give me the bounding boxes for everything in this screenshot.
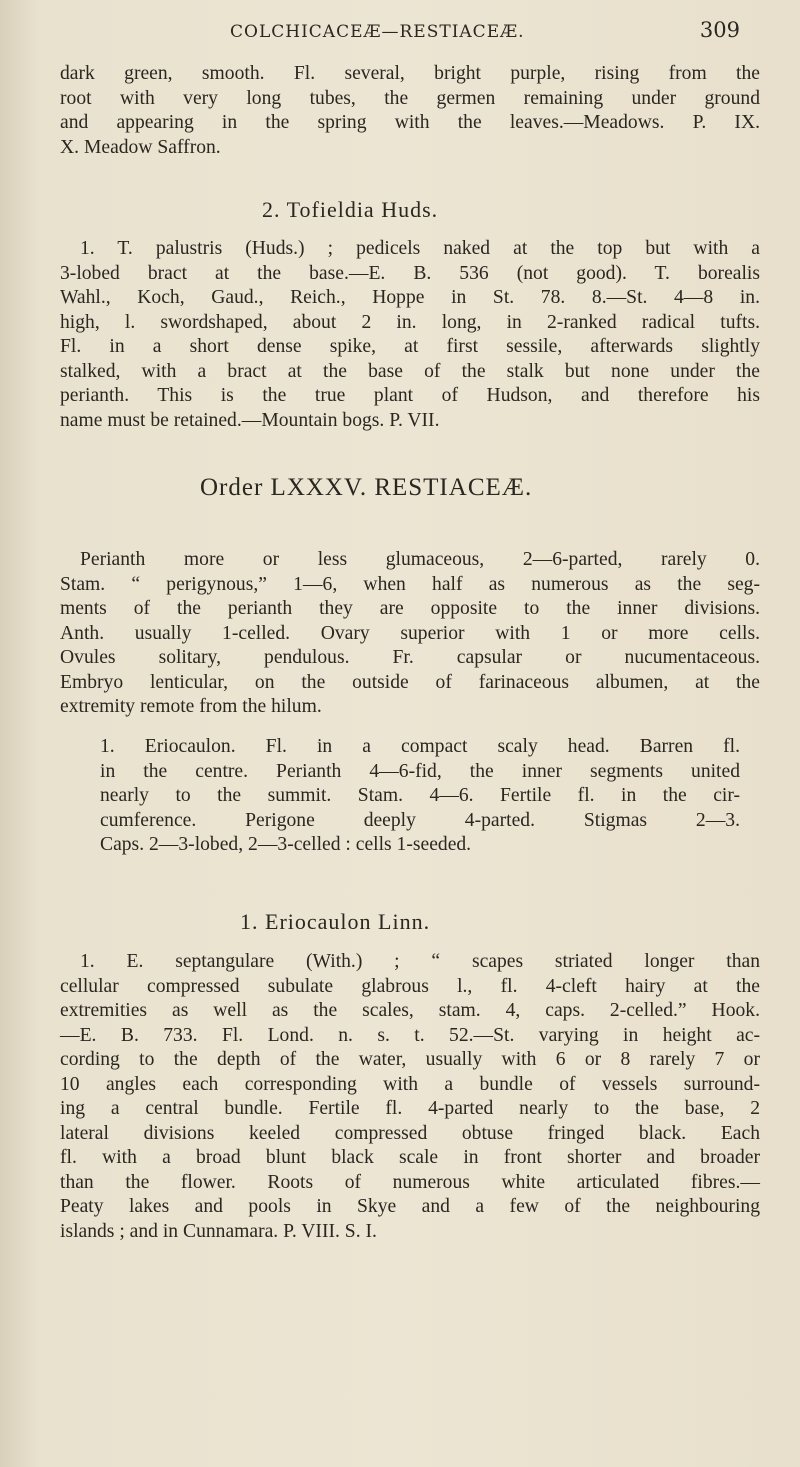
text-line: lateral divisions keeled compressed obtuse fringed black. Each [60,1122,760,1144]
text-line: and appearing in the spring with the leaves.—Meadows. P. IX. [60,112,760,133]
running-header [230,18,740,42]
text-line: Wahl., Koch, Gaud., Reich., Hoppe in St. 78. 8.—St. 4—8 in. [60,287,760,308]
text-line: Peaty lakes and pools in Skye and a few of the neighbouring [60,1196,760,1217]
paragraph-order-characters [60,548,760,720]
text-line: extremities as well as the scales, stam. 4, caps. 2-celled.” Hook. [60,1000,760,1021]
text-line: Embryo lenticular, on the outside of farinaceous albumen, at the [60,671,760,693]
running-title: COLCHICACEÆ—RESTIACEÆ. [230,22,525,42]
text-line: 1. Eriocaulon. Fl. in a compact scaly head. Barren fl. [100,736,740,757]
paragraph-colchicum-description [60,62,760,160]
text-line: root with very long tubes, the germen remaining under ground [60,87,760,109]
text-line: islands ; and in Cunnamara. P. VIII. S. I. [60,1220,377,1242]
paragraph-genus-key-eriocaulon [100,735,740,858]
text-line: —E. B. 733. Fl. Lond. n. s. t. 52.—St. varying in height ac- [60,1024,760,1046]
text-line: Perianth more or less glumaceous, 2—6-parted, rarely 0. [80,549,760,570]
text-line: cumference. Perigone deeply 4-parted. Stigmas 2—3. [100,809,740,831]
genus-heading-tofieldia: 2. Tofieldia Huds. [262,197,439,222]
text-line: Anth. usually 1-celled. Ovary superior with 1 or more cells. [60,622,760,644]
genus-heading-eriocaulon: 1. Eriocaulon Linn. [240,909,431,934]
order-heading-restiaceae: Order LXXXV. RESTIACEÆ. [200,474,533,501]
text-line: 1. E. septangulare (With.) ; “ scapes striated longer than [80,951,760,972]
text-line: than the flower. Roots of numerous white articulated fibres.— [60,1171,760,1193]
text-line: 3-lobed bract at the base.—E. B. 536 (not good). T. borealis [60,262,760,284]
text-line: extremity remote from the hilum. [60,696,322,717]
text-line: X. Meadow Saffron. [60,136,221,158]
text-line: Ovules solitary, pendulous. Fr. capsular or nucumentaceous. [60,647,760,668]
paragraph-tofieldia-palustris [60,237,760,433]
text-line: 10 angles each corresponding with a bundle of vessels surround- [60,1073,760,1095]
text-line: ments of the perianth they are opposite to the inner divisions. [60,598,760,619]
text-line: stalked, with a bract at the base of the stalk but none under the [60,360,760,382]
text-line: nearly to the summit. Stam. 4—6. Fertile fl. in the cir- [100,785,740,806]
text-line: name must be retained.—Mountain bogs. P. VII. [60,409,440,431]
paragraph-eriocaulon-septangulare [60,950,760,1244]
text-line: ing a central bundle. Fertile fl. 4-parted nearly to the base, 2 [60,1098,760,1119]
text-line: Caps. 2—3-lobed, 2—3-celled : cells 1-seeded. [100,834,472,855]
text-line: high, l. swordshaped, about 2 in. long, in 2-ranked radical tufts. [60,311,760,333]
text-line: perianth. This is the true plant of Hudson, and therefore his [60,385,760,406]
text-line: in the centre. Perianth 4—6-fid, the inner segments united [100,760,740,782]
text-line: dark green, smooth. Fl. several, bright purple, rising from the [60,63,760,84]
text-line: Fl. in a short dense spike, at first sessile, afterwards slightly [60,336,760,357]
text-line: cording to the depth of the water, usually with 6 or 8 rarely 7 or [60,1049,760,1070]
text-line: Stam. “ perigynous,” 1—6, when half as numerous as the seg- [60,573,760,595]
text-line: 1. T. palustris (Huds.) ; pedicels naked at the top but with a [80,238,760,259]
text-line: fl. with a broad blunt black scale in front shorter and broader [60,1147,760,1168]
page-number: 309 [699,18,740,42]
text-line: cellular compressed subulate glabrous l., fl. 4-cleft hairy at the [60,975,760,997]
